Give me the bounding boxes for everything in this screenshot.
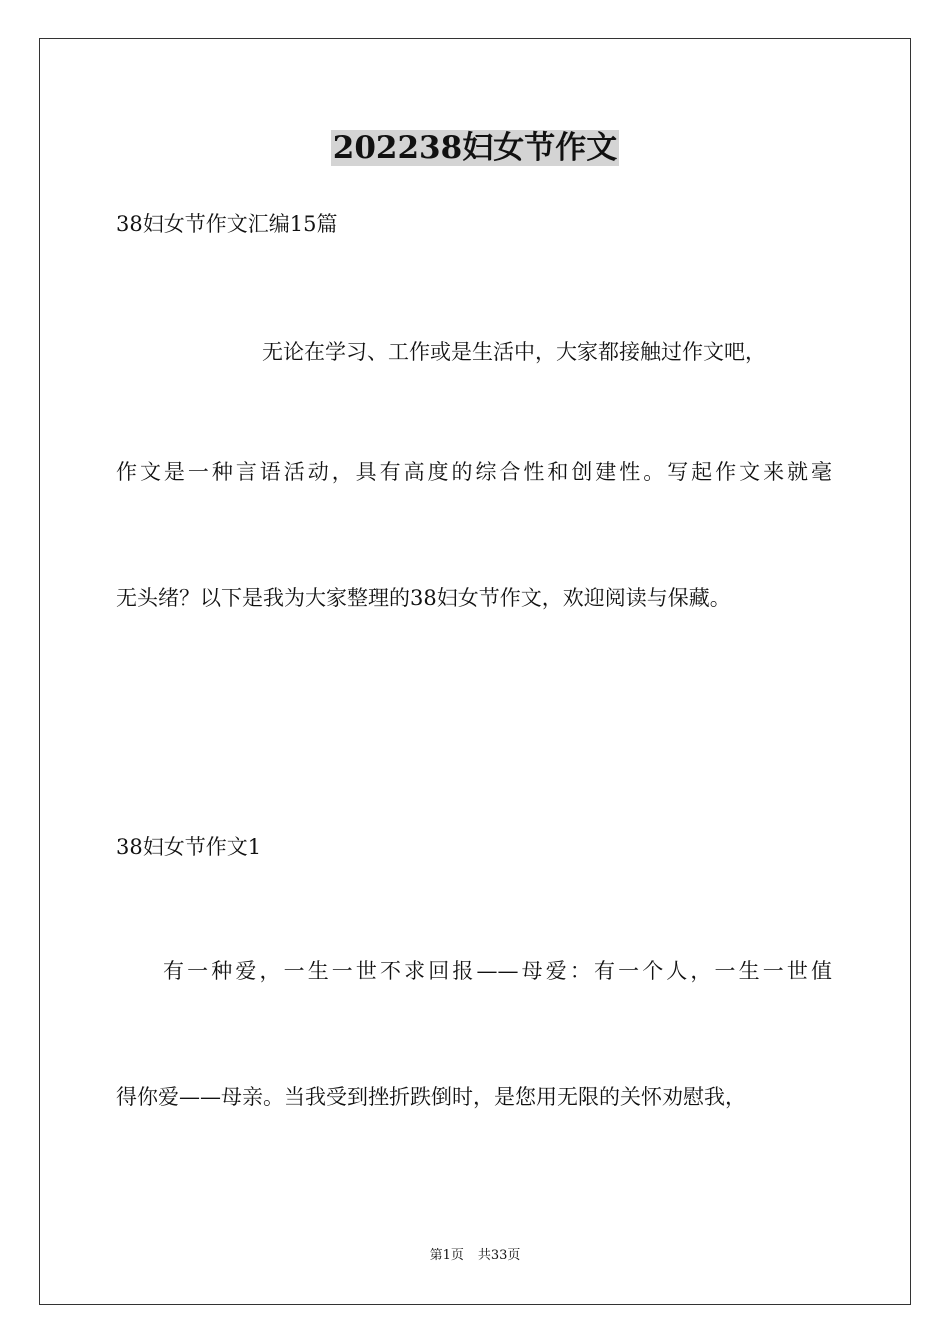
page-number: 第1页 (429, 1248, 464, 1263)
intro-line-2: 作文是一种言语活动，具有高度的综合性和创建性。写起作文来就毫 (116, 460, 832, 484)
page-total: 共33页 (477, 1248, 521, 1263)
section-heading: 38妇女节作文1 (116, 835, 262, 859)
document-title-text: 202238妇女节作文 (332, 130, 618, 166)
intro-line-3: 无头绪？以下是我为大家整理的38妇女节作文，欢迎阅读与保藏。 (116, 586, 731, 610)
document-subtitle: 38妇女节作文汇编15篇 (116, 212, 338, 236)
page-footer (0, 1246, 950, 1266)
body-line-1: 有一种爱，一生一世不求回报——母爱：有一个人，一生一世值 (163, 959, 832, 983)
document-title (0, 126, 950, 170)
body-line-2: 得你爱——母亲。当我受到挫折跌倒时，是您用无限的关怀劝慰我， (116, 1085, 746, 1109)
intro-line-1: 无论在学习、工作或是生活中，大家都接触过作文吧， (262, 340, 766, 364)
